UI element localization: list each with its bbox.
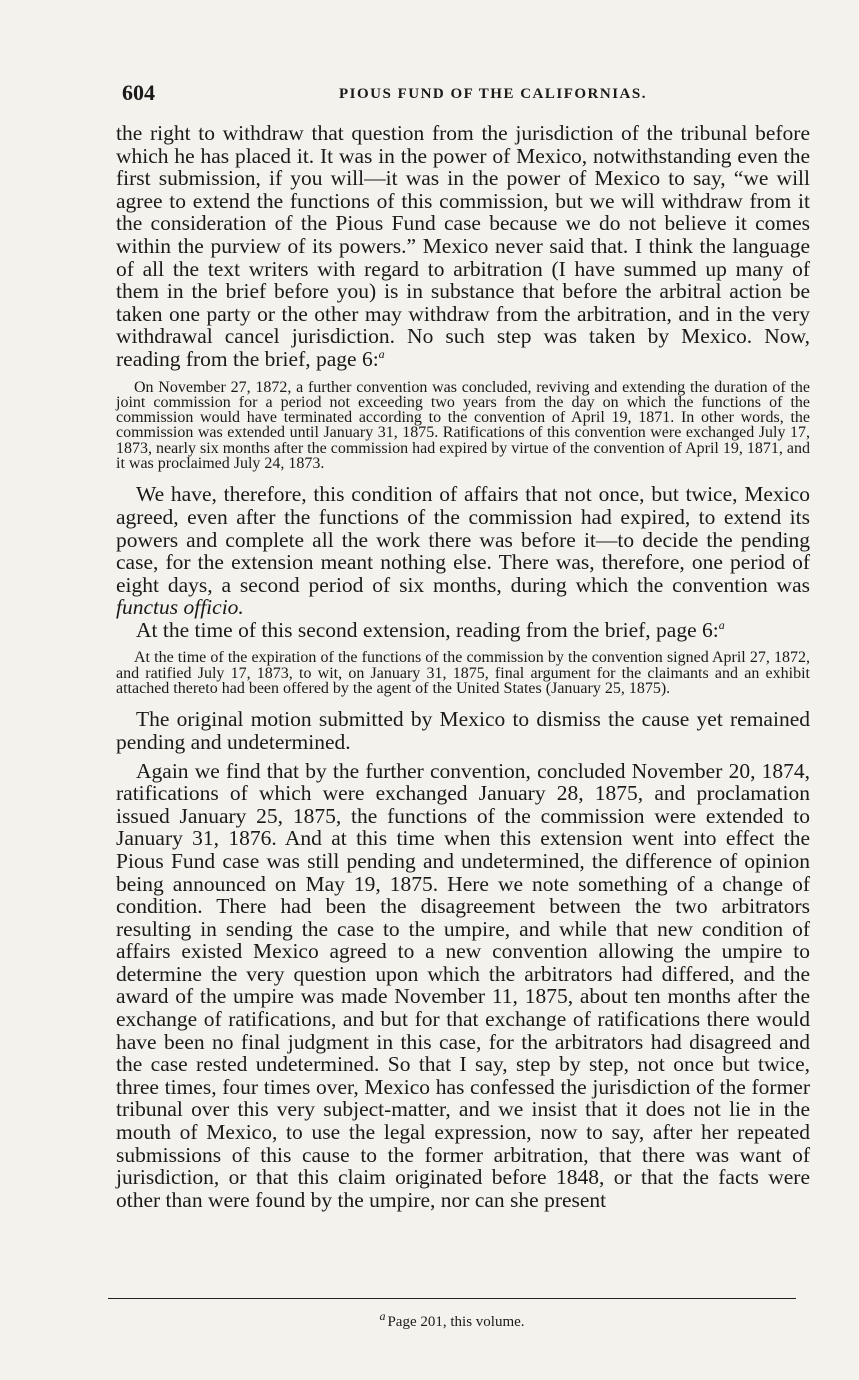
footnote-mark: a bbox=[379, 1309, 386, 1323]
paragraph-1-text: the right to withdraw that question from the jurisdiction of the tribunal before which he has placed it. It was in the power of Mexico, notwithstanding even the first submission, if you will—it was in the power of Mexico to say, “we will agree to extend the functions of this commission, but we will withdraw from it the consideration of the Pious Fund case because we do not believe it comes within the purview of its powers.” Mexico never said that. I think the language of all the text writers with regard to arbitration (I have summed up many of them in the brief before you) is in substance that before the arbitral action be taken one party or the other may withdraw from the arbitration, and in the very withdrawal cancel jurisdiction. No such step was taken by Mexico. Now, reading from the brief, page 6: bbox=[116, 121, 810, 371]
paragraph-2-italic: functus officio. bbox=[116, 595, 244, 620]
page-body bbox=[116, 80, 810, 1211]
footnote bbox=[108, 1309, 796, 1331]
paragraph-3 bbox=[116, 619, 810, 642]
block-quote-2: At the time of the expiration of the functions of the commission by the convention signed April 27, 1872, and ratified July 17, 1873, to wit, on January 31, 1875, final argument for the claimants and an exhibit attached thereto had been offered by the agent of the United States (January 25, 1875). bbox=[116, 649, 810, 698]
paragraph-4: The original motion submitted by Mexico to dismiss the cause yet remained pending and undetermined. bbox=[116, 707, 810, 754]
footnote-ref: a bbox=[718, 617, 725, 632]
footnote-divider bbox=[108, 1298, 796, 1299]
page-number: 604 bbox=[122, 80, 155, 105]
paragraph-1 bbox=[116, 122, 810, 371]
page-header bbox=[116, 80, 810, 114]
paragraph-2-text: We have, therefore, this condition of affairs that not once, but twice, Mexico agreed, even after the functions of the commission had expired, to extend its powers and complete all the work there was before it—to decide the pending case, for the extension meant nothing else. There was, therefore, one period of eight days, a second period of six months, during which the convention was bbox=[116, 482, 810, 597]
footnote-text: Page 201, this volume. bbox=[387, 1314, 525, 1330]
paragraph-5: Again we find that by the further convention, concluded November 20, 1874, ratifications of which were exchanged January 28, 1875, and proclamation issued January 25, 1875, the functions of the commission were extended to January 31, 1876. And at this time when this extension went into effect the Pious Fund case was still pending and undetermined, the difference of opinion being announced on May 19, 1875. Here we note something of a change of condition. There had been the disagreement between the two arbitrators resulting in sending the case to the umpire, and while that new condition of affairs existed Mexico agreed to a new convention allowing the umpire to determine the very question upon which the arbitrators had differed, and the award of the umpire was made November 11, 1875, about ten months after the exchange of ratifications, and but for that exchange of ratifications there would have been no final judgment in this case, for the arbitrators had disagreed and the case rested undetermined. So that I say, step by step, not once but twice, three times, four times over, Mexico has confessed the jurisdiction of the former tribunal over this very subject-matter, and we insist that it does not lie in the mouth of Mexico, to use the legal expression, now to say, after her repeated submissions of this cause to the former arbitration, that there was want of jurisdiction, or that this claim originated before 1848, or that the facts were other than were found by the umpire, nor can she present bbox=[116, 758, 810, 1212]
paragraph-2 bbox=[116, 483, 810, 619]
block-quote-1: On November 27, 1872, a further convention was concluded, reviving and extending the duration of the joint commission for a period not exceeding two years from the day on which the functions of the commission would have terminated according to the convention of April 19, 1871. In other words, the commission was extended until January 31, 1875. Ratifications of this convention were exchanged July 17, 1873, nearly six months after the commission had expired by virtue of the convention of April 19, 1871, and it was proclaimed July 24, 1873. bbox=[116, 378, 810, 473]
footnote-ref: a bbox=[378, 346, 385, 361]
paragraph-3-text: At the time of this second extension, reading from the brief, page 6: bbox=[136, 617, 719, 642]
running-head: PIOUS FUND OF THE CALIFORNIAS. bbox=[339, 86, 647, 102]
